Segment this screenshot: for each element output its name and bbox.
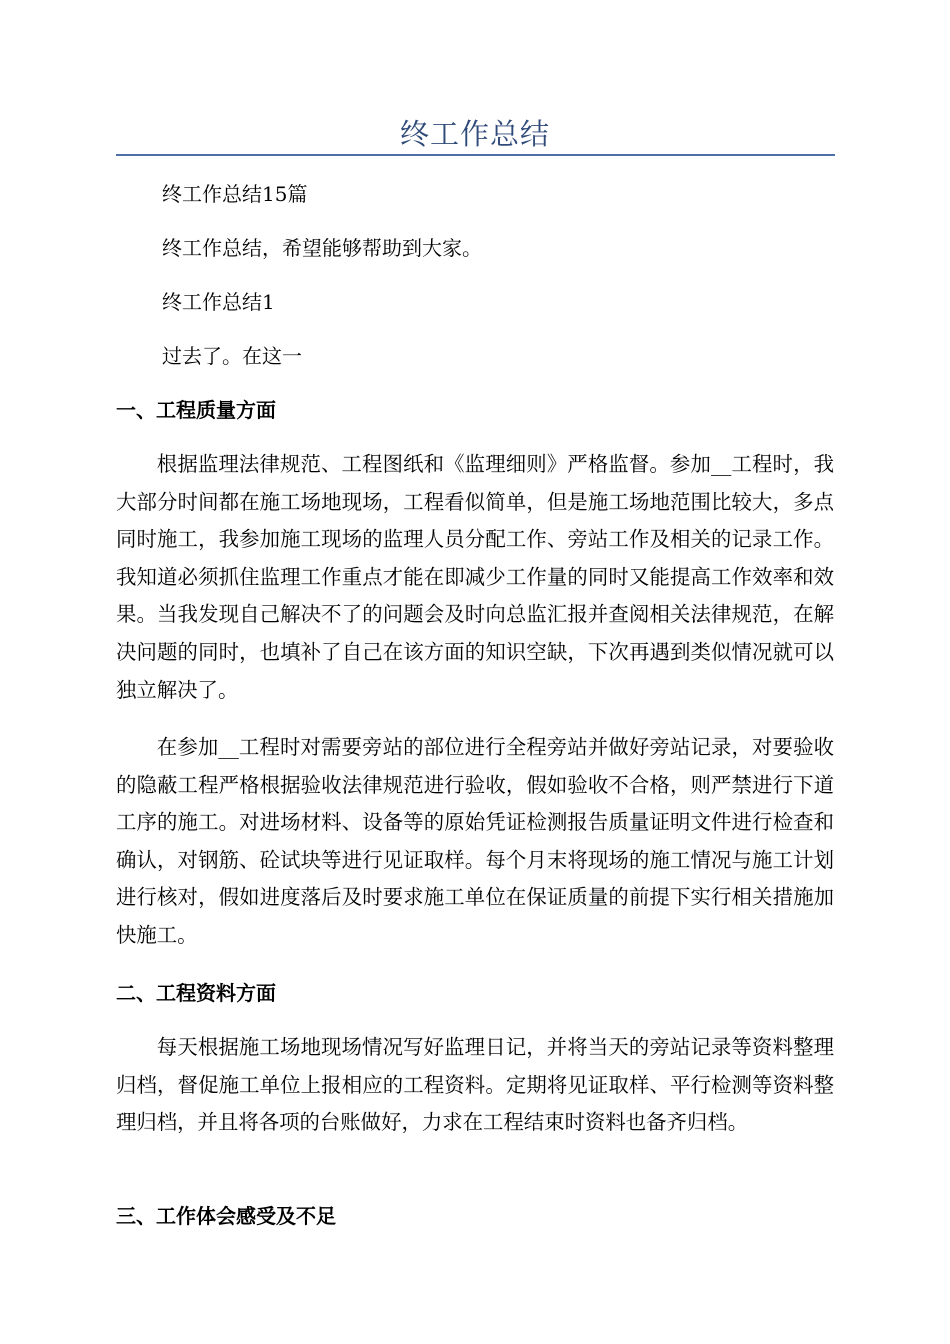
section-heading-2: 二、工程资料方面 [116,981,276,1005]
intro-line: 终工作总结，希望能够帮助到大家。 [162,236,482,260]
title-underline [116,154,835,156]
intro-line: 终工作总结15篇 [162,182,308,206]
paragraph: 在参加__工程时对需要旁站的部位进行全程旁站并做好旁站记录，对要验收的隐蔽工程严格根据验收法律规范进行验收，假如验收不合格，则严禁进行下道工序的施工。对进场材料、设备等的原始凭证检测报告质量证明文件进行检查和确认，对钢筋、砼试块等进行见证取样。每个月末将现场的施工情况与施工计划进行核对，假如进度落后及时要求施工单位在保证质量的前提下实行相关措施加快施工。 [116,735,834,947]
paragraph: 根据监理法律规范、工程图纸和《监理细则》严格监督。参加__工程时，我大部分时间都在施工场地现场，工程看似简单，但是施工场地范围比较大，多点同时施工，我参加施工现场的监理人员分配工作、旁站工作及相关的记录工作。我知道必须抓住监理工作重点才能在即减少工作量的同时又能提高工作效率和效果。当我发现自己解决不了的问题会及时向总监汇报并查阅相关法律规范，在解决问题的同时，也填补了自己在该方面的知识空缺，下次再遇到类似情况就可以独立解决了。 [116,452,834,702]
section-heading-3: 三、工作体会感受及不足 [116,1204,336,1228]
document-title: 终工作总结 [399,117,550,151]
intro-line: 过去了。在这一 [162,344,302,368]
intro-line: 终工作总结1 [162,290,275,314]
section-heading-1: 一、工程质量方面 [116,398,276,422]
paragraph: 每天根据施工场地现场情况写好监理日记，并将当天的旁站记录等资料整理归档，督促施工单位上报相应的工程资料。定期将见证取样、平行检测等资料整理归档，并且将各项的台账做好，力求在工程结束时资料也备齐归档。 [116,1035,834,1135]
